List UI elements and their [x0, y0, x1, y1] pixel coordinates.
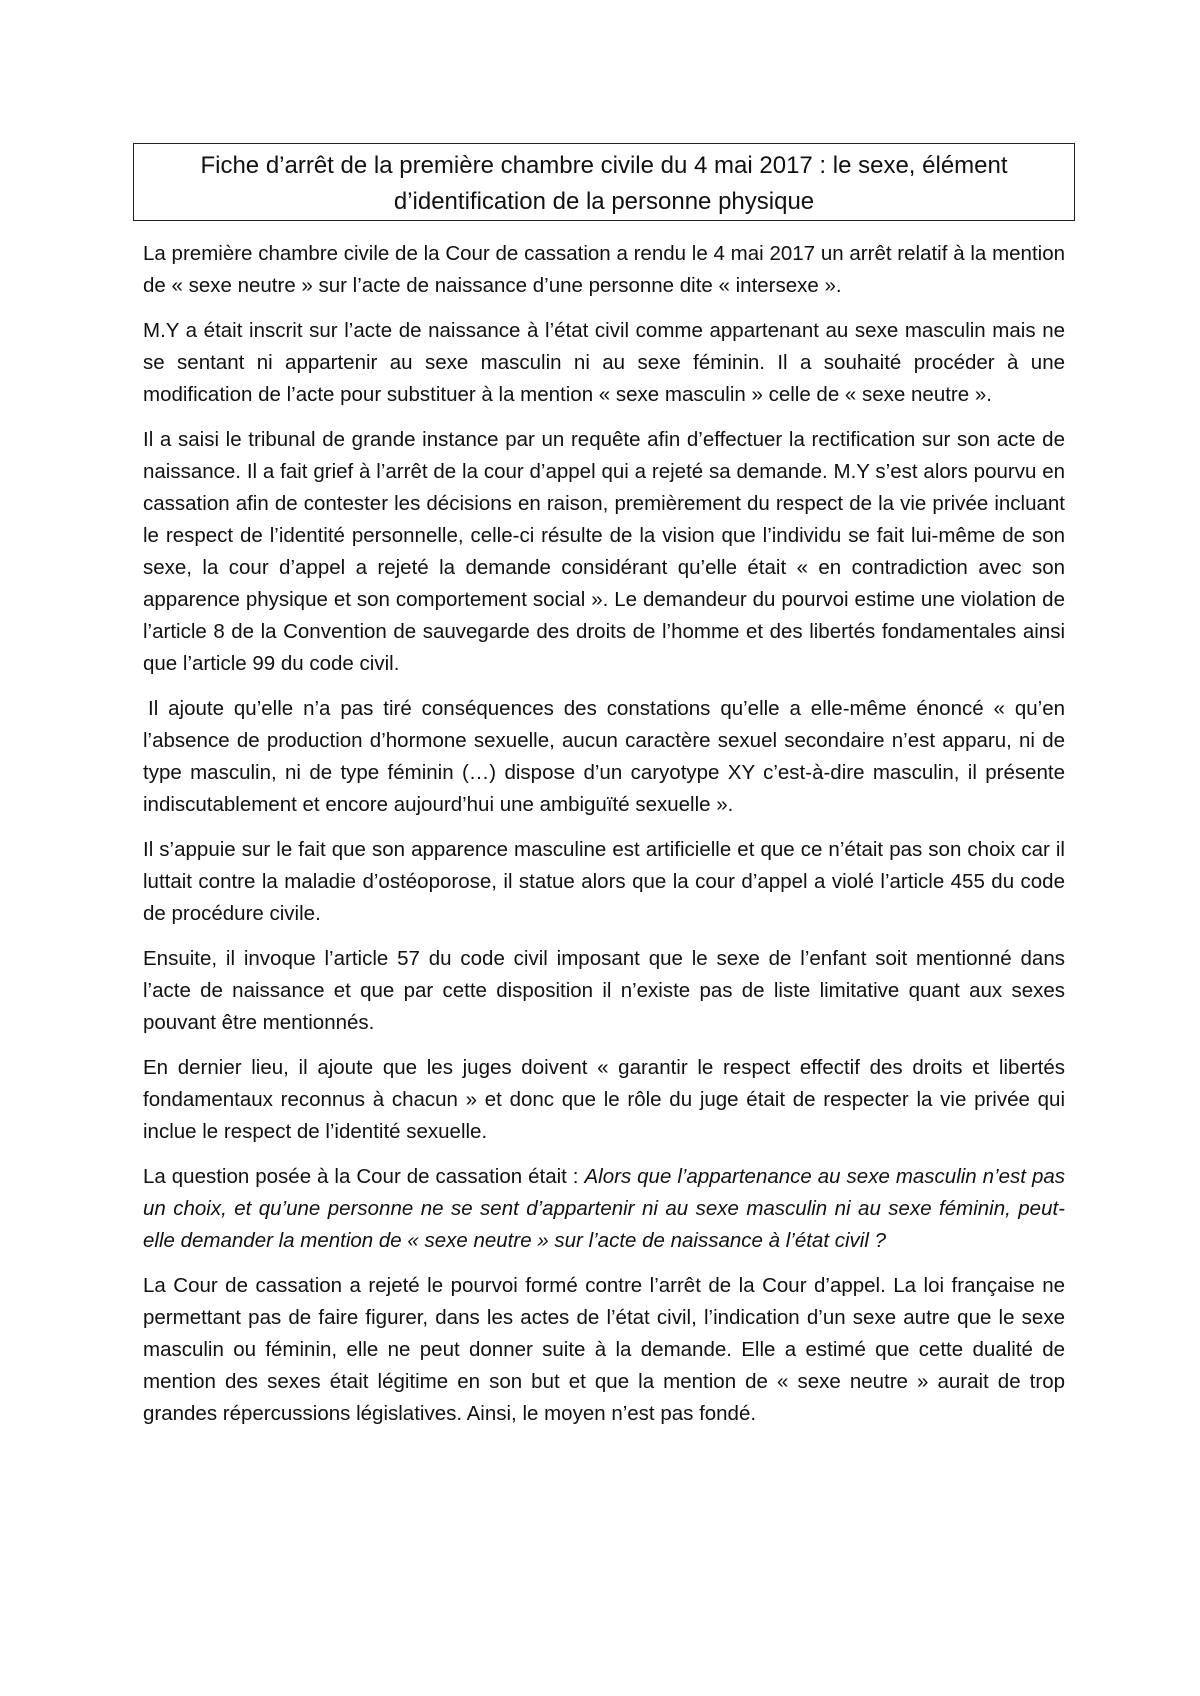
paragraph-facts: M.Y a était inscrit sur l’acte de naissance à l’état civil comme appartenant au sexe masculin mais ne se sentant ni appartenir au sexe masculin ni au sexe féminin. Il a souhaité procéder à une modification de l’acte pour substituer à la mention « sexe masculin » celle de « sexe neutre ». [143, 319, 1065, 406]
question-intro: La question posée à la Cour de cassation était : [143, 1165, 585, 1188]
paragraph-argument-2: Il s’appuie sur le fait que son apparence masculine est artificielle et que ce n’était pas son choix car il luttait contre la maladie d’ostéoporose, il statue alors que la cour d’appel a violé l’article 455 du code de procédure civile. [143, 838, 1065, 925]
paragraph-legal-question [143, 1161, 1065, 1257]
paragraph-argument-1: Il ajoute qu’elle n’a pas tiré conséquences des constations qu’elle a elle-même énoncé « qu’en l’absence de production d’hormone sexuelle, aucun caractère sexuel secondaire n’est apparu, ni de type masculin, ni de type féminin (…) dispose d’un caryotype XY c’est-à-dire masculin, il présente indiscutablement et encore aujourd’hui une ambiguïté sexuelle ». [143, 697, 1065, 816]
document-title-box [133, 143, 1075, 221]
paragraph-introduction: La première chambre civile de la Cour de cassation a rendu le 4 mai 2017 un arrêt relatif à la mention de « sexe neutre » sur l’acte de naissance d’une personne dite « intersexe ». [143, 242, 1065, 297]
document-title-line-1: Fiche d’arrêt de la première chambre civile du 4 mai 2017 : le sexe, élément [200, 152, 1008, 179]
document-body [143, 238, 1065, 1443]
paragraph-procedure: Il a saisi le tribunal de grande instance par un requête afin d’effectuer la rectification sur son acte de naissance. Il a fait grief à l’arrêt de la cour d’appel qui a rejeté sa demande. M.Y s’est alors pourvu en cassation afin de contester les décisions en raison, premièrement du respect de la vie privée incluant le respect de l’identité personnelle, celle-ci résulte de la vision que l’individu se fait lui-même de son sexe, la cour d’appel a rejeté la demande considérant qu’elle était « en contradiction avec son apparence physique et son comportement social ». Le demandeur du pourvoi estime une violation de l’article 8 de la Convention de sauvegarde des droits de l’homme et des libertés fondamentales ainsi que l’article 99 du code civil. [143, 428, 1065, 675]
question-text: Alors que l’appartenance au sexe masculin n’est pas un choix, et qu’une personne ne se sent d’appartenir ni au sexe masculin ni au sexe féminin, peut-elle demander la mention de « sexe neutre » sur l’acte de naissance à l’état civil ? [143, 1165, 1065, 1252]
document-title-line-2: d’identification de la personne physique [393, 188, 815, 215]
paragraph-conclusion: La Cour de cassation a rejeté le pourvoi formé contre l’arrêt de la Cour d’appel. La loi française ne permettant pas de faire figurer, dans les actes de l’état civil, l’indication d’un sexe autre que le sexe masculin ou féminin, elle ne peut donner suite à la demande. Elle a estimé que cette dualité de mention des sexes était légitime en son but et que la mention de « sexe neutre » aurait de trop grandes répercussions législatives. Ainsi, le moyen n’est pas fondé. [143, 1274, 1065, 1425]
paragraph-argument-3: Ensuite, il invoque l’article 57 du code civil imposant que le sexe de l’enfant soit mentionné dans l’acte de naissance et que par cette disposition il n’existe pas de liste limitative quant aux sexes pouvant être mentionnés. [143, 947, 1065, 1034]
paragraph-argument-4: En dernier lieu, il ajoute que les juges doivent « garantir le respect effectif des droits et libertés fondamentaux reconnus à chacun » et donc que le rôle du juge était de respecter la vie privée qui inclue le respect de l’identité sexuelle. [143, 1056, 1065, 1143]
